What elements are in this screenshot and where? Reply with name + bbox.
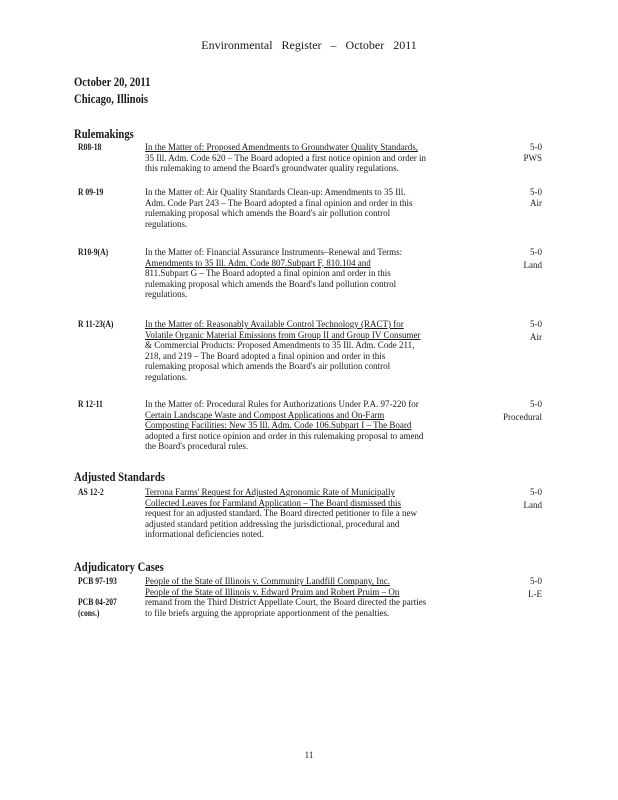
vote-count: 5-0 — [530, 399, 542, 409]
entry-description — [145, 187, 463, 229]
docket-number-consolidated: PCB 04-207 (cons.) — [78, 596, 117, 618]
category-label: Procedural — [503, 411, 542, 422]
description-line: Adm. Code Part 243 – The Board adopted a final opinion and order in this — [145, 197, 413, 208]
vote-block — [530, 319, 542, 342]
vote-count: 5-0 — [530, 187, 542, 197]
description-line: the Board's procedural rules. — [145, 441, 249, 452]
category-label: Land — [523, 259, 542, 270]
vote-block — [524, 247, 543, 270]
docket-number: PCB 97-193 — [78, 576, 117, 586]
description-line: 218, and 219 – The Board adopted a final opinion and order in this — [145, 350, 386, 361]
description-line: regulations. — [145, 289, 188, 300]
page-header-title: Environmental Register – October 2011 — [201, 38, 417, 52]
case-caption: In the Matter of: Air Quality Standards Clean-up: Amendments to 35 Ill. — [145, 187, 406, 197]
category-label: Land — [523, 499, 542, 510]
description-line: 811.Subpart G – The Board adopted a final opinion and order in this — [145, 268, 391, 279]
description-line: 35 Ill. Adm. Code 620 – The Board adopted a first notice opinion and order in — [145, 152, 427, 163]
docket-number: R08-18 — [78, 142, 102, 152]
description-line: to file briefs arguing the appropriate apportionment of the penalties. — [145, 607, 390, 618]
vote-block — [528, 576, 542, 599]
case-caption: In the Matter of: Reasonably Available Control Technology (RACT) for — [145, 319, 404, 329]
vote-count: 5-0 — [530, 142, 542, 152]
description-line: this rulemaking to amend the Board's groundwater quality regulations. — [145, 163, 399, 174]
description-line: informational deficiencies noted. — [145, 529, 264, 540]
case-caption: Certain Landscape Waste and Compost Applications and On-Farm — [145, 409, 385, 420]
vote-count: 5-0 — [530, 319, 542, 329]
case-caption: People of the State of Illinois v. Edward Pruim and Robert Pruim – On — [145, 586, 400, 597]
entry-description — [145, 142, 463, 174]
description-line: & Commercial Products: Proposed Amendments to 35 Ill. Adm. Code 211, — [145, 340, 415, 351]
entry-description — [145, 487, 463, 540]
vote-block — [523, 142, 542, 163]
section-heading-rulemakings: Rulemakings — [74, 126, 134, 141]
case-caption: Composting Facilities: New 35 Ill. Adm. Code 106.Subpart I – The Board — [145, 420, 412, 431]
docket-number: R 12-11 — [78, 399, 103, 409]
description-line: regulations. — [145, 371, 188, 382]
meeting-place: Chicago, Illinois — [74, 91, 149, 106]
section-heading-adjudicatory-cases: Adjudicatory Cases — [74, 559, 164, 574]
docket-numbers — [78, 576, 121, 619]
case-caption: In the Matter of: Proposed Amendments to Groundwater Quality Standards, — [145, 142, 418, 152]
page-number: 11 — [304, 750, 314, 760]
entry-description — [145, 576, 463, 618]
case-caption: In the Matter of: Procedural Rules for Authorizations Under P.A. 97-220 for — [145, 399, 419, 409]
case-caption: Amendments to 35 Ill. Adm. Code 807.Subpart F, 810.104 and — [145, 257, 371, 268]
meeting-date: October 20, 2011 — [74, 74, 151, 89]
category-label: Air — [530, 197, 542, 208]
case-caption: Terrona Farms' Request for Adjusted Agronomic Rate of Municipally — [145, 487, 395, 497]
description-line: regulations. — [145, 218, 188, 229]
case-caption: Volatile Organic Material Emissions from Group II and Group IV Consumer — [145, 329, 421, 340]
case-caption: People of the State of Illinois v. Community Landfill Company, Inc. — [145, 576, 391, 586]
entry-description — [145, 319, 463, 383]
vote-block — [524, 487, 543, 510]
description-line: remand from the Third District Appellate Court, the Board directed the parties — [145, 597, 427, 608]
case-caption: In the Matter of: Financial Assurance Instruments–Renewal and Terms: — [145, 247, 403, 257]
entry-description — [145, 399, 463, 452]
entry-description — [145, 247, 463, 300]
vote-count: 5-0 — [530, 487, 542, 497]
section-heading-adjusted-standards: Adjusted Standards — [74, 469, 165, 484]
docket-number: AS 12-2 — [78, 487, 104, 497]
description-line: adopted a first notice opinion and order in this rulemaking proposal to amend — [145, 430, 424, 441]
docket-number: R10-9(A) — [78, 247, 109, 257]
vote-count: 5-0 — [530, 576, 542, 586]
description-line: request for an adjusted standard. The Board directed petitioner to file a new — [145, 508, 417, 519]
description-line: adjusted standard petition addressing the jurisdictional, procedural and — [145, 518, 400, 529]
case-caption: Collected Leaves for Farmland Application – The Board dismissed this — [145, 497, 402, 508]
vote-block — [530, 187, 542, 208]
docket-number: R 11-23(A) — [78, 319, 114, 329]
category-label: PWS — [523, 152, 542, 163]
vote-block — [503, 399, 542, 422]
description-line: rulemaking proposal which amends the Board's land pollution control — [145, 278, 397, 289]
vote-count: 5-0 — [530, 247, 542, 257]
docket-number: R 09-19 — [78, 187, 104, 197]
category-label: Air — [530, 331, 542, 342]
description-line: rulemaking proposal which amends the Board's air pollution control — [145, 361, 391, 372]
category-label: L-E — [528, 588, 542, 599]
description-line: rulemaking proposal which amends the Board's air pollution control — [145, 208, 391, 219]
